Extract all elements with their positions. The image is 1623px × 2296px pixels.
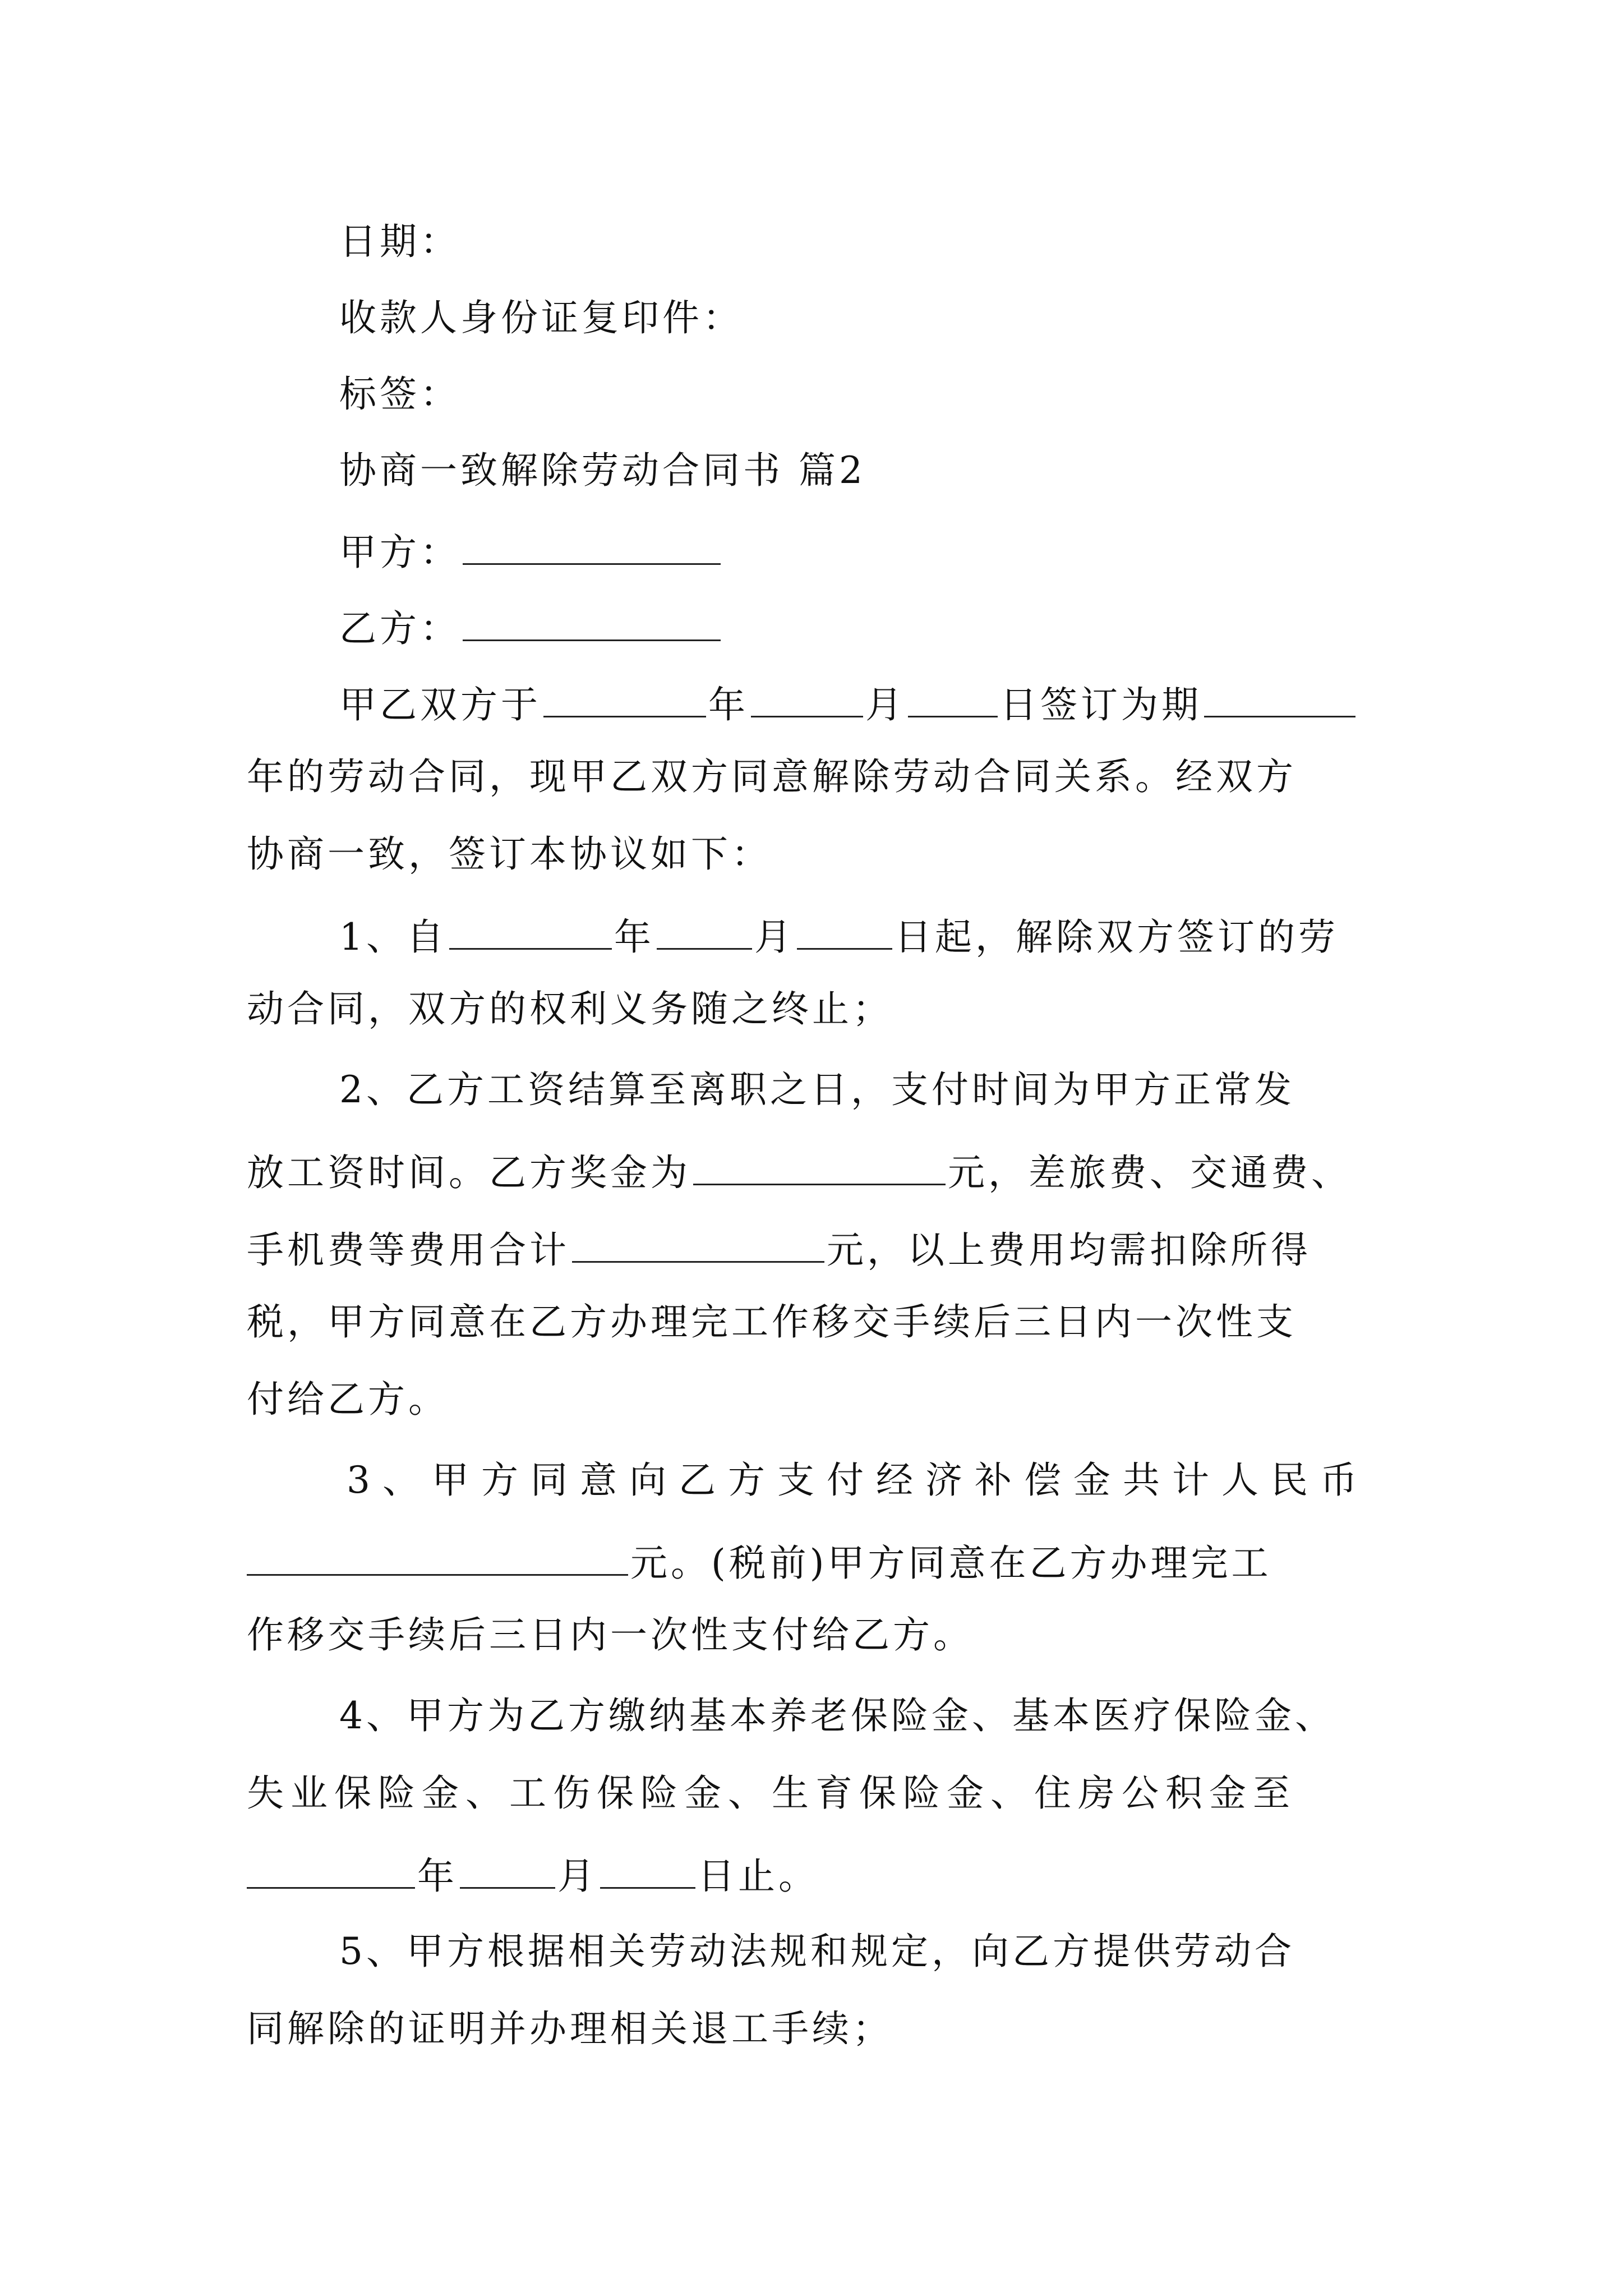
clause-4-line-2: 失业保险金、工伤保险金、生育保险金、住房公积金至 bbox=[247, 1772, 1297, 1815]
clause-2-tax-text: 元，以上费用均需扣除所得 bbox=[827, 1228, 1311, 1272]
clause-4-end: 日止。 bbox=[698, 1855, 819, 1898]
clause-1-text: 1、自 bbox=[339, 915, 447, 959]
party-b-line bbox=[339, 605, 723, 650]
bonus-blank bbox=[693, 1149, 946, 1185]
party-a-blank bbox=[463, 528, 721, 565]
clause-4-year: 年 bbox=[417, 1855, 458, 1898]
compensation-blank bbox=[247, 1539, 628, 1576]
clause-3-text: 元。(税前)甲方同意在乙方办理完工 bbox=[630, 1542, 1272, 1585]
clause-2-bonus-text: 放工资时间。乙方奖金为 bbox=[247, 1151, 691, 1194]
clause-1-year-blank bbox=[449, 913, 612, 950]
clause-4-month: 月 bbox=[557, 1855, 598, 1898]
tags-label: 标签： bbox=[339, 372, 460, 416]
clause-4-month-blank bbox=[460, 1852, 555, 1889]
clause-2-line-3 bbox=[247, 1226, 1311, 1272]
day-blank bbox=[908, 681, 998, 717]
clause-1-month: 月 bbox=[754, 915, 795, 959]
clause-1-month-blank bbox=[657, 913, 752, 950]
intro-line-3: 协商一致，签订本协议如下： bbox=[247, 832, 772, 876]
clause-3-line-3: 作移交手续后三日内一次性支付给乙方。 bbox=[247, 1613, 974, 1657]
intro-line-1 bbox=[339, 681, 1358, 724]
clause-1-rest: 日起，解除双方签订的劳 bbox=[895, 915, 1339, 959]
clause-2-line-1: 2、乙方工资结算至离职之日，支付时间为甲方正常发 bbox=[339, 1068, 1295, 1111]
clause-1-year: 年 bbox=[614, 915, 654, 959]
intro-text: 甲乙双方于 bbox=[339, 683, 541, 726]
payee-id-copy-label: 收款人身份证复印件： bbox=[339, 296, 743, 339]
clause-4-day-blank bbox=[600, 1852, 695, 1889]
clause-3-line-2 bbox=[247, 1539, 1272, 1585]
clause-3-line-1: 3、甲方同意向乙方支付经济补偿金共计人民币 bbox=[347, 1458, 1370, 1502]
section-title: 协商一致解除劳动合同书 篇2 bbox=[339, 449, 866, 492]
clause-4-year-blank bbox=[247, 1852, 415, 1889]
month-text: 月 bbox=[865, 683, 906, 726]
clause-4-line-3 bbox=[247, 1852, 819, 1898]
clause-1-line-1 bbox=[339, 913, 1339, 959]
total-blank bbox=[572, 1226, 824, 1263]
clause-5-line-2: 同解除的证明并办理相关退工手续； bbox=[247, 2007, 893, 2050]
year-text: 年 bbox=[708, 683, 749, 726]
clause-2-line-5: 付给乙方。 bbox=[247, 1378, 449, 1421]
term-blank bbox=[1204, 681, 1355, 717]
party-b-blank bbox=[463, 605, 721, 641]
clause-2-line-4: 税，甲方同意在乙方办理完工作移交手续后三日内一次性支 bbox=[247, 1300, 1297, 1343]
clause-2-expense-text: 元，差旅费、交通费、 bbox=[948, 1151, 1352, 1194]
intro-line-2: 年的劳动合同，现甲乙双方同意解除劳动合同关系。经双方 bbox=[247, 755, 1297, 798]
year-blank bbox=[543, 681, 706, 717]
party-b-label: 乙方： bbox=[339, 607, 460, 650]
month-blank bbox=[751, 681, 863, 717]
party-a-line bbox=[339, 528, 723, 574]
clause-5-line-1: 5、甲方根据相关劳动法规和规定，向乙方提供劳动合 bbox=[339, 1930, 1295, 1973]
clause-1-day-blank bbox=[797, 913, 892, 950]
day-text: 日签订为期 bbox=[1000, 683, 1202, 726]
clause-2-total-text: 手机费等费用合计 bbox=[247, 1228, 570, 1272]
party-a-label: 甲方： bbox=[339, 531, 460, 574]
clause-4-line-1: 4、甲方为乙方缴纳基本养老保险金、基本医疗保险金、 bbox=[339, 1694, 1335, 1737]
clause-2-line-2 bbox=[247, 1149, 1352, 1194]
date-label: 日期： bbox=[339, 220, 460, 263]
clause-1-line-2: 动合同，双方的权利义务随之终止； bbox=[247, 987, 893, 1030]
